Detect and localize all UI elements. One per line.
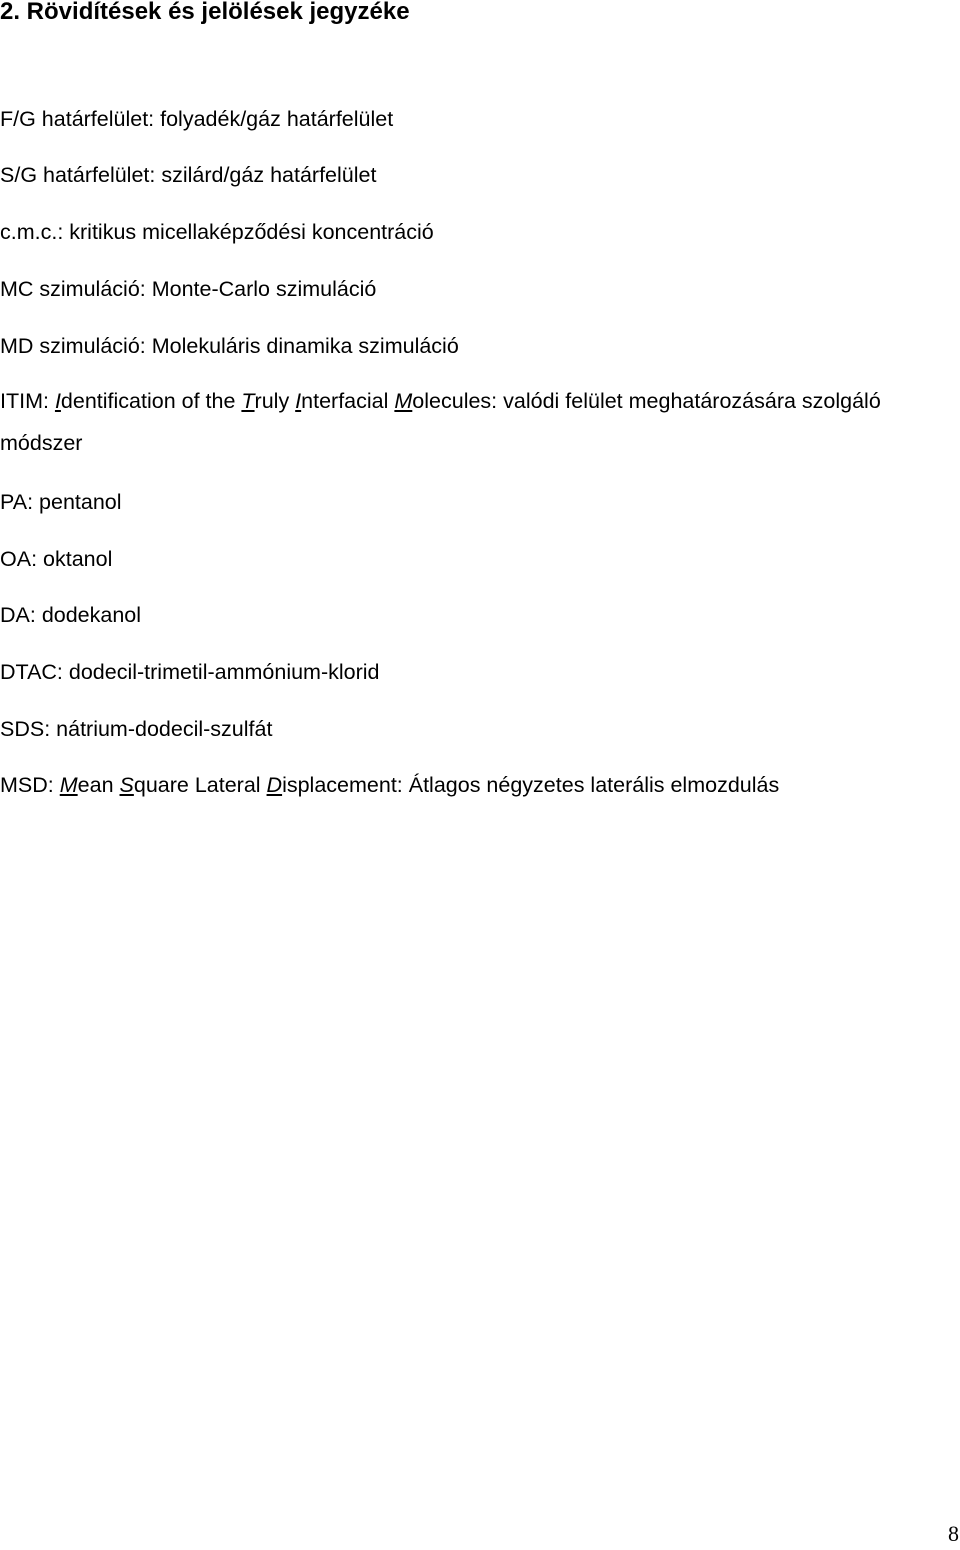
abbreviation-da: DA: dodekanol	[0, 603, 142, 627]
itim-underlined-letter: I	[54, 389, 61, 413]
abbreviation-itim	[0, 380, 960, 464]
itim-underlined-letter: I	[295, 389, 302, 413]
itim-text: ITIM:	[0, 389, 55, 413]
itim-text: dentification of the	[60, 389, 242, 413]
abbreviation-mc: MC szimuláció: Monte-Carlo szimuláció	[0, 277, 377, 301]
msd-text: ean	[77, 773, 120, 797]
itim-text: ruly	[254, 389, 296, 413]
abbreviation-oa: OA: oktanol	[0, 547, 113, 571]
abbreviation-pa: PA: pentanol	[0, 490, 122, 514]
msd-text: isplacement: Átlagos négyzetes laterális elmozdulás	[282, 773, 780, 797]
abbreviation-msd	[0, 772, 779, 798]
abbreviation-sds: SDS: nátrium-dodecil-szulfát	[0, 717, 273, 741]
msd-text: MSD:	[0, 773, 60, 797]
msd-underlined-letter: S	[119, 773, 134, 797]
msd-underlined-letter: M	[59, 773, 78, 797]
itim-text: nterfacial	[301, 389, 395, 413]
msd-text: quare Lateral	[133, 773, 267, 797]
abbreviation-sg: S/G határfelület: szilárd/gáz határfelület	[0, 163, 377, 187]
abbreviation-dtac: DTAC: dodecil-trimetil-ammónium-klorid	[0, 660, 380, 684]
itim-underlined-letter: T	[241, 389, 255, 413]
page-number: 8	[948, 1521, 959, 1546]
itim-text: olecules: valódi felület meghatározására szolgáló módszer	[0, 389, 881, 455]
msd-underlined-letter: D	[266, 773, 283, 797]
abbreviation-fg: F/G határfelület: folyadék/gáz határfelület	[0, 107, 394, 131]
abbreviation-md: MD szimuláció: Molekuláris dinamika szimuláció	[0, 334, 459, 358]
page-title: 2. Rövidítések és jelölések jegyzéke	[0, 0, 410, 25]
abbreviation-cmc: c.m.c.: kritikus micellaképződési koncentráció	[0, 220, 434, 244]
itim-underlined-letter: M	[394, 389, 413, 413]
